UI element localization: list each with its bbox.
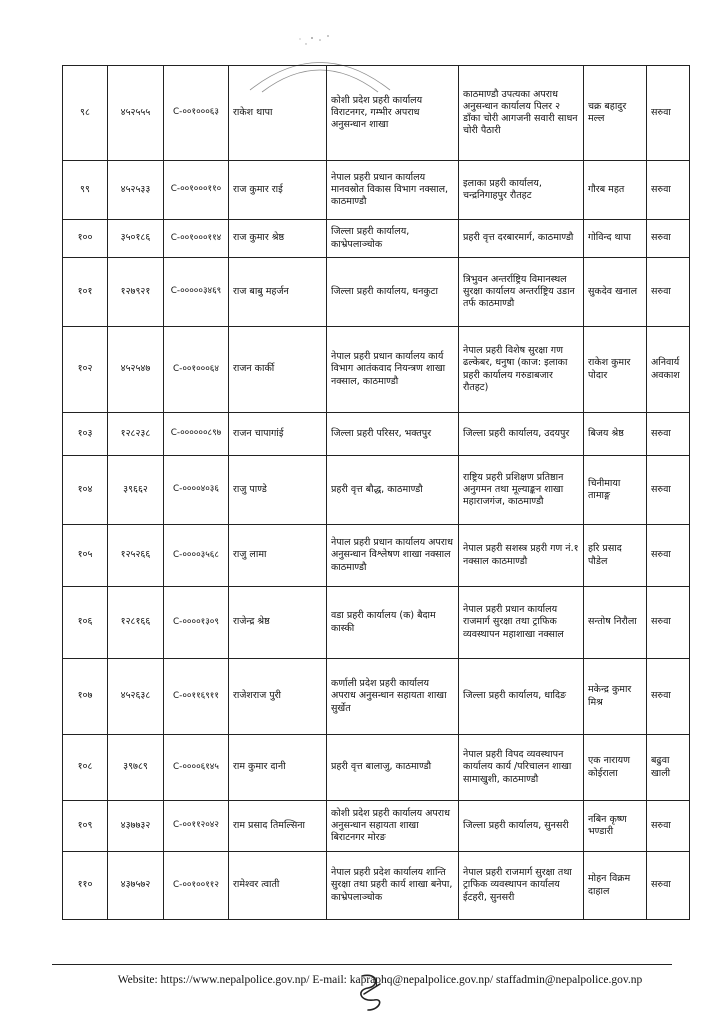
officer-name-cell: राज बाबु महर्जन — [229, 258, 327, 327]
replaced-officer-cell: चिनीमाया तामाङ्ग — [584, 456, 647, 525]
footer-divider — [52, 964, 672, 965]
replaced-officer-cell: बिजय श्रेष्ठ — [584, 413, 647, 456]
remark-cell: सरुवा — [647, 801, 690, 852]
serial-number-cell: ९९ — [63, 161, 108, 220]
transfer-office-cell: त्रिभुवन अन्तर्राष्ट्रिय विमानस्थल सुरक्षा कार्यालय अन्तर्राष्ट्रिय उडान तर्फ काठमाण्डौ — [459, 258, 584, 327]
serial-number-cell: १०८ — [63, 735, 108, 801]
employee-id-cell: ४३७७३२ — [108, 801, 164, 852]
transfer-office-cell: नेपाल प्रहरी सशस्त्र प्रहरी गण नं.१ नक्साल काठमाण्डौ — [459, 525, 584, 587]
transfer-office-cell: राष्ट्रिय प्रहरी प्रशिक्षण प्रतिष्ठान अनुगमन तथा मूल्याङ्कन शाखा महाराजगंज, काठमाण्डौ — [459, 456, 584, 525]
remark-cell: सरुवा — [647, 525, 690, 587]
officer-name-cell: राजन कार्की — [229, 327, 327, 413]
employee-id-cell: ४५२५३३ — [108, 161, 164, 220]
transfer-office-cell: काठमाण्डौ उपत्यका अपराध अनुसन्धान कार्यालय पिलर २ डाँका चोरी आगजनी सवारी साधन चोरी पैठारी — [459, 66, 584, 161]
table-row — [63, 456, 690, 525]
personnel-code-cell: C-००००००८९७ — [164, 413, 229, 456]
serial-number-cell: १०७ — [63, 659, 108, 735]
remark-cell: सरुवा — [647, 161, 690, 220]
replaced-officer-cell: सन्तोष निरौला — [584, 587, 647, 659]
transfer-office-cell: नेपाल प्रहरी विपद व्यवस्थापन कार्यालय कार्य /परिचालन शाखा सामाखुशी, काठमाण्डौ — [459, 735, 584, 801]
officer-name-cell: राकेश थापा — [229, 66, 327, 161]
personnel-code-cell: C-०००००३४६९ — [164, 258, 229, 327]
officer-name-cell: राजु लामा — [229, 525, 327, 587]
employee-id-cell: ४३७५७२ — [108, 852, 164, 920]
replaced-officer-cell: एक नारायण कोईराला — [584, 735, 647, 801]
table-row — [63, 161, 690, 220]
table-row — [63, 801, 690, 852]
serial-number-cell: १०२ — [63, 327, 108, 413]
employee-id-cell: १२८२३८ — [108, 413, 164, 456]
transfer-office-cell: जिल्ला प्रहरी कार्यालय, सुनसरी — [459, 801, 584, 852]
personnel-code-cell: C-००००३५६८ — [164, 525, 229, 587]
serial-number-cell: १०४ — [63, 456, 108, 525]
current-office-cell: नेपाल प्रहरी प्रधान कार्यालय मानवस्रोत विकास विभाग नक्साल, काठमाण्डौ — [327, 161, 459, 220]
table-row — [63, 327, 690, 413]
employee-id-cell: ३९७८९ — [108, 735, 164, 801]
remark-cell: सरुवा — [647, 456, 690, 525]
current-office-cell: वडा प्रहरी कार्यालय (क) बैदाम कास्की — [327, 587, 459, 659]
current-office-cell: जिल्ला प्रहरी कार्यालय, धनकुटा — [327, 258, 459, 327]
replaced-officer-cell: गौरब महत — [584, 161, 647, 220]
personnel-code-cell: C-००००६१४५ — [164, 735, 229, 801]
personnel-code-cell: C-००११६९११ — [164, 659, 229, 735]
transfer-office-cell: प्रहरी वृत्त दरबारमार्ग, काठमाण्डौ — [459, 220, 584, 258]
table-row — [63, 66, 690, 161]
table-row — [63, 525, 690, 587]
employee-id-cell: १२७९२१ — [108, 258, 164, 327]
remark-cell: सरुवा — [647, 659, 690, 735]
table-body — [63, 66, 690, 920]
remark-cell: सरुवा — [647, 852, 690, 920]
serial-number-cell: १०० — [63, 220, 108, 258]
handwritten-signature — [350, 970, 390, 1014]
employee-id-cell: ४५२५४७ — [108, 327, 164, 413]
transfer-office-cell: नेपाल प्रहरी विशेष सुरक्षा गण ढल्केबर, धनुषा (काज: इलाका प्रहरी कार्यालय गरुडाबजार रौतहट) — [459, 327, 584, 413]
replaced-officer-cell: मकेन्द्र कुमार मिश्र — [584, 659, 647, 735]
serial-number-cell: १०३ — [63, 413, 108, 456]
transfer-office-cell: नेपाल प्रहरी प्रधान कार्यालय राजमार्ग सुरक्षा तथा ट्राफिक व्यवस्थापन महाशाखा नक्साल — [459, 587, 584, 659]
current-office-cell: जिल्ला प्रहरी कार्यालय, काभ्रेपलाञ्चोक — [327, 220, 459, 258]
remark-cell: बढुवा खाली — [647, 735, 690, 801]
serial-number-cell: ९८ — [63, 66, 108, 161]
current-office-cell: कोशी प्रदेश प्रहरी कार्यालय विराटनगर, गम्भीर अपराध अनुसन्धान शाखा — [327, 66, 459, 161]
officer-name-cell: राम प्रसाद तिमल्सिना — [229, 801, 327, 852]
current-office-cell: जिल्ला प्रहरी परिसर, भक्तपुर — [327, 413, 459, 456]
remark-cell: सरुवा — [647, 66, 690, 161]
remark-cell: सरुवा — [647, 258, 690, 327]
serial-number-cell: १०१ — [63, 258, 108, 327]
replaced-officer-cell: मोहन विक्रम दाहाल — [584, 852, 647, 920]
employee-id-cell: १२५२६६ — [108, 525, 164, 587]
personnel-code-cell: C-००१००११२ — [164, 852, 229, 920]
replaced-officer-cell: हरि प्रसाद पौडेल — [584, 525, 647, 587]
remark-cell: सरुवा — [647, 413, 690, 456]
officer-name-cell: राम कुमार दानी — [229, 735, 327, 801]
footer-contact: Website: https://www.nepalpolice.gov.np/ E-mail: kapraphq@nepalpolice.gov.np/ staffadmin@nepalpolice.gov.np — [117, 974, 643, 986]
personnel-code-cell: C-००००४०३६ — [164, 456, 229, 525]
officer-name-cell: राजु पाण्डे — [229, 456, 327, 525]
remark-cell: सरुवा — [647, 587, 690, 659]
personnel-code-cell: C-००१०००११० — [164, 161, 229, 220]
table-row — [63, 852, 690, 920]
officer-name-cell: राजेशराज पुरी — [229, 659, 327, 735]
officer-name-cell: राजन चापागांई — [229, 413, 327, 456]
replaced-officer-cell: गोविन्द थापा — [584, 220, 647, 258]
serial-number-cell: १०६ — [63, 587, 108, 659]
replaced-officer-cell: राकेश कुमार पोदार — [584, 327, 647, 413]
serial-number-cell: ११० — [63, 852, 108, 920]
employee-id-cell: ३५०१८६ — [108, 220, 164, 258]
personnel-code-cell: C-००१०००११४ — [164, 220, 229, 258]
officer-name-cell: रामेश्वर त्वाती — [229, 852, 327, 920]
employee-id-cell: १२८१६६ — [108, 587, 164, 659]
remark-cell: सरुवा — [647, 220, 690, 258]
employee-id-cell: ४५२६३८ — [108, 659, 164, 735]
personnel-code-cell: C-००००१३०९ — [164, 587, 229, 659]
transfer-office-cell: नेपाल प्रहरी राजमार्ग सुरक्षा तथा ट्राफिक व्यवस्थापन कार्यालय ईटहरी, सुनसरी — [459, 852, 584, 920]
table-row — [63, 258, 690, 327]
replaced-officer-cell: चक्र बहादुर मल्ल — [584, 66, 647, 161]
transfer-office-cell: इलाका प्रहरी कार्यालय, चन्द्रनिगाहपुर रौतहट — [459, 161, 584, 220]
current-office-cell: नेपाल प्रहरी प्रदेश कार्यालय शान्ति सुरक्षा तथा प्रहरी कार्य शाखा बनेपा, काभ्रेपलाञ्चोक — [327, 852, 459, 920]
table-row — [63, 587, 690, 659]
personnel-code-cell: C-००११२०४२ — [164, 801, 229, 852]
table-row — [63, 659, 690, 735]
serial-number-cell: १०५ — [63, 525, 108, 587]
officer-name-cell: राज कुमार राई — [229, 161, 327, 220]
current-office-cell: नेपाल प्रहरी प्रधान कार्यालय अपराध अनुसन्धान विश्लेषण शाखा नक्साल काठमाण्डौ — [327, 525, 459, 587]
current-office-cell: प्रहरी वृत्त बालाजु, काठमाण्डौ — [327, 735, 459, 801]
officer-name-cell: राजेन्द्र श्रेष्ठ — [229, 587, 327, 659]
table-row — [63, 413, 690, 456]
transfer-office-cell: जिल्ला प्रहरी कार्यालय, उदयपुर — [459, 413, 584, 456]
replaced-officer-cell: नबिन कृष्ण भण्डारी — [584, 801, 647, 852]
current-office-cell: प्रहरी वृत्त बौद्ध, काठमाण्डौ — [327, 456, 459, 525]
personnel-code-cell: C-००१०००६३ — [164, 66, 229, 161]
current-office-cell: कोशी प्रदेश प्रहरी कार्यालय अपराध अनुसन्धान सहायता शाखा बिराटनगर मोरङ — [327, 801, 459, 852]
serial-number-cell: १०९ — [63, 801, 108, 852]
table-row — [63, 735, 690, 801]
table-row — [63, 220, 690, 258]
transfer-table — [62, 65, 690, 920]
current-office-cell: नेपाल प्रहरी प्रधान कार्यालय कार्य विभाग आतंकवाद नियन्त्रण शाखा नक्साल, काठमाण्डौ — [327, 327, 459, 413]
officer-name-cell: राज कुमार श्रेष्ठ — [229, 220, 327, 258]
transfer-office-cell: जिल्ला प्रहरी कार्यालय, धादिङ — [459, 659, 584, 735]
remark-cell: अनिवार्य अवकाश — [647, 327, 690, 413]
employee-id-cell: ३९६६२ — [108, 456, 164, 525]
current-office-cell: कर्णाली प्रदेश प्रहरी कार्यालय अपराध अनुसन्धान सहायता शाखा सुर्खेत — [327, 659, 459, 735]
replaced-officer-cell: सुकदेव खनाल — [584, 258, 647, 327]
employee-id-cell: ४५२५५५ — [108, 66, 164, 161]
personnel-code-cell: C-००१०००६४ — [164, 327, 229, 413]
